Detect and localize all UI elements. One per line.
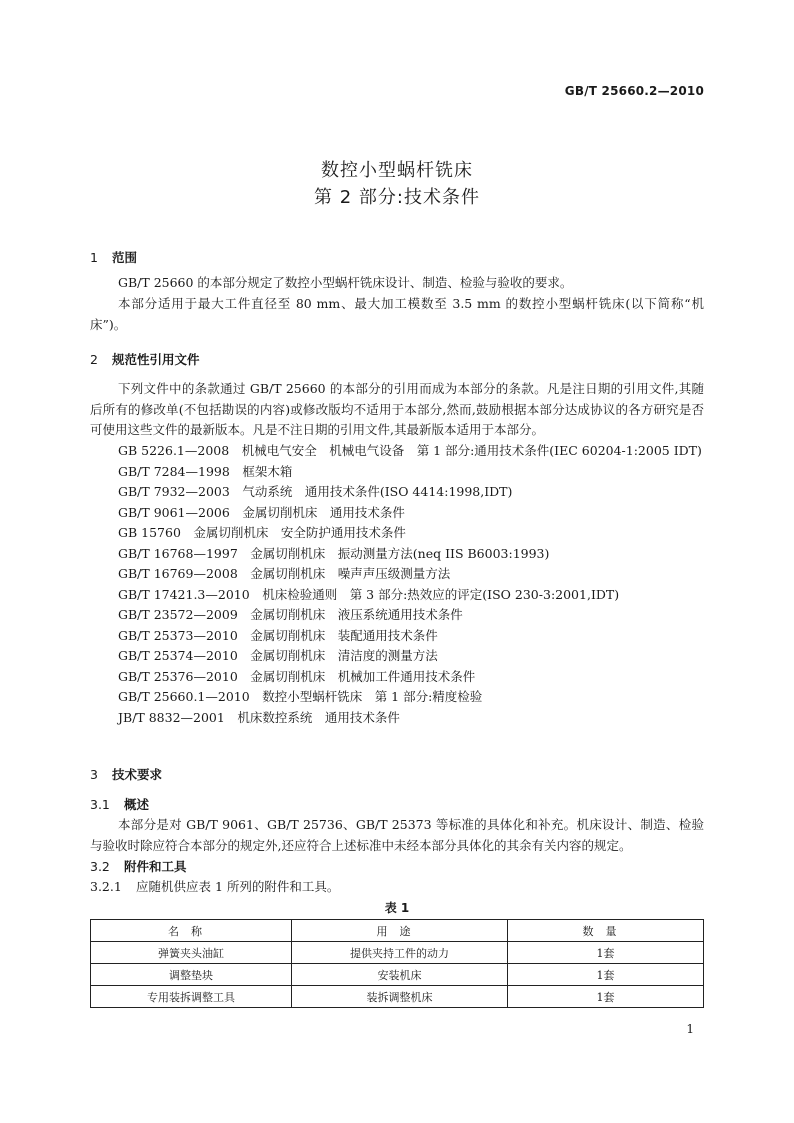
reference-item: JB/T 8832—2001 机床数控系统 通用技术条件 — [118, 709, 400, 725]
reference-item: GB/T 9061—2006 金属切削机床 通用技术条件 — [118, 504, 405, 520]
reference-item: GB/T 17421.3—2010 机床检验通则 第 3 部分:热效应的评定(ISO 230-3:2001,IDT) — [118, 586, 620, 602]
table-cell: 装拆调整机床 — [292, 986, 508, 1008]
reference-item: GB 5226.1—2008 机械电气安全 机械电气设备 第 1 部分:通用技术条件(IEC 60204-1:2005 IDT) — [118, 443, 702, 458]
table-cell: 1套 — [508, 964, 704, 986]
reference-item: GB/T 23572—2009 金属切削机床 液压系统通用技术条件 — [118, 607, 463, 622]
table-cell: 1套 — [508, 986, 704, 1008]
paragraph: GB/T 25660 的本部分规定了数控小型蜗杆铣床设计、制造、检验与验收的要求。 — [118, 275, 573, 290]
clause-number: 3.2.1 — [90, 879, 122, 894]
clause-text: 应随机供应表 1 所列的附件和工具。 — [136, 879, 340, 894]
reference-list — [90, 441, 704, 728]
section-1-heading — [90, 248, 137, 266]
reference-item: GB/T 16769—2008 金属切削机床 噪声声压级测量方法 — [118, 566, 451, 581]
reference-item: GB/T 25374—2010 金属切削机床 清洁度的测量方法 — [118, 648, 438, 663]
column-header-purpose: 用途 — [292, 920, 508, 942]
reference-item: GB 15760 金属切削机床 安全防护通用技术条件 — [118, 525, 406, 540]
table-cell: 弹簧夹头油缸 — [91, 942, 292, 964]
column-header-quantity: 数量 — [508, 920, 704, 942]
table-cell: 安装机床 — [292, 964, 508, 986]
table-cell: 调整垫块 — [91, 964, 292, 986]
reference-item: GB/T 7284—1998 框架木箱 — [118, 463, 293, 479]
reference-item: GB/T 25376—2010 金属切削机床 机械加工件通用技术条件 — [118, 668, 476, 684]
paragraph: 本部分适用于最大工件直径至 80 mm、最大加工模数至 3.5 mm 的数控小型蜗杆铣床(以下简称“机床”)。 — [90, 296, 704, 332]
section-title: 技术要求 — [112, 767, 163, 782]
table-row — [91, 964, 704, 986]
section-3-heading — [90, 765, 162, 783]
reference-item: GB/T 7932—2003 气动系统 通用技术条件(ISO 4414:1998,IDT) — [118, 484, 513, 499]
section-title: 规范性引用文件 — [112, 352, 200, 367]
section-title: 范围 — [112, 250, 138, 265]
section-number: 1 — [90, 250, 98, 265]
clause-3-2-1 — [90, 877, 704, 898]
section-number: 2 — [90, 352, 98, 367]
table-header-row — [91, 920, 704, 942]
section-title: 概述 — [124, 797, 150, 812]
table-row — [91, 942, 704, 964]
table-cell: 1套 — [508, 942, 704, 964]
section-number: 3 — [90, 767, 98, 782]
table-caption: 表 1 — [384, 901, 410, 915]
table-cell: 提供夹持工件的动力 — [292, 942, 508, 964]
table-row — [91, 986, 704, 1008]
page-number: 1 — [686, 1022, 694, 1036]
section-number: 3.2 — [90, 859, 110, 874]
accessories-table — [90, 919, 704, 1008]
paragraph: 下列文件中的条款通过 GB/T 25660 的本部分的引用而成为本部分的条款。凡是注日期的引用文件,其随后所有的修改单(不包括勘误的内容)或修改版均不适用于本部分,然而,鼓励根据本部分达成协议的各方研究是否可使用这些文件的最新版本。凡是不注日期的引用文件,其最新版本适用于本部分。 — [90, 381, 704, 437]
section-number: 3.1 — [90, 797, 110, 812]
section-title: 附件和工具 — [124, 859, 187, 874]
subsection-3-1-heading — [90, 795, 149, 813]
section-2-heading — [90, 350, 200, 368]
reference-item: GB/T 16768—1997 金属切削机床 振动测量方法(neq IIS B6003:1993) — [118, 545, 550, 561]
document-title: 数控小型蜗杆铣床 — [321, 160, 473, 181]
subsection-3-2-heading — [90, 857, 187, 875]
standard-code: GB/T 25660.2—2010 — [564, 84, 704, 98]
reference-item: GB/T 25373—2010 金属切削机床 装配通用技术条件 — [118, 627, 438, 643]
paragraph: 本部分是对 GB/T 9061、GB/T 25736、GB/T 25373 等标准的具体化和补充。机床设计、制造、检验与验收时除应符合本部分的规定外,还应符合上述标准中未经本部分具体化的其余有关内容的规定。 — [90, 817, 704, 853]
table-cell: 专用装拆调整工具 — [91, 986, 292, 1008]
reference-item: GB/T 25660.1—2010 数控小型蜗杆铣床 第 1 部分:精度检验 — [118, 689, 483, 704]
column-header-name: 名称 — [91, 920, 292, 942]
document-subtitle: 第 2 部分:技术条件 — [314, 187, 480, 208]
